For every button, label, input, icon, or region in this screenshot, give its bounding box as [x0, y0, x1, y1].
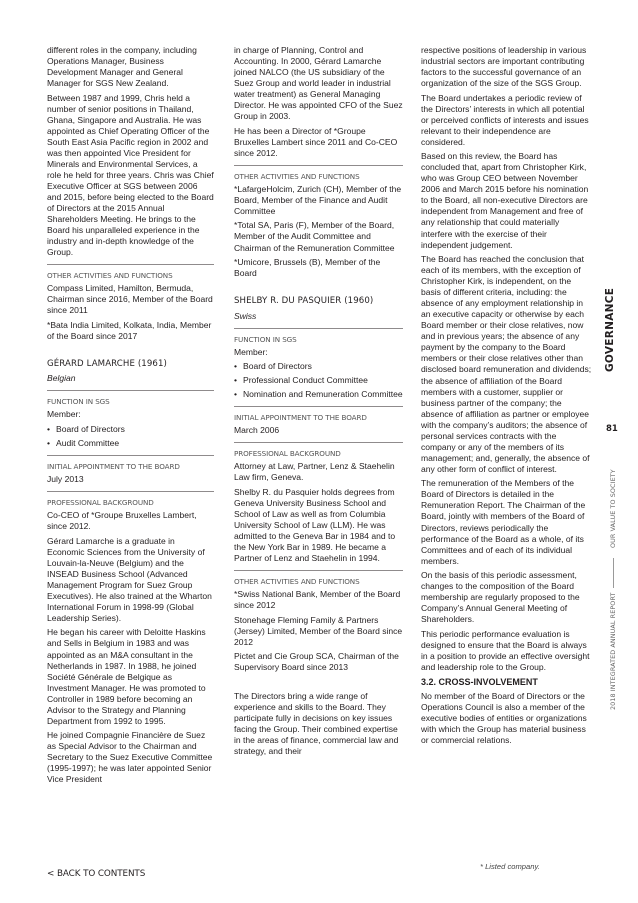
divider [47, 264, 214, 265]
section-title: 3.2. CROSS-INVOLVEMENT [421, 676, 538, 687]
section-label: OTHER ACTIVITIES AND FUNCTIONS [47, 271, 173, 281]
paragraph: No member of the Board of Directors or the Operations Council is also a member of the executive bodies of entities or organizations with which the Group has material business or commercial relations. [421, 690, 587, 746]
member-label: Member: [234, 346, 268, 357]
divider [234, 570, 403, 571]
section-tab-governance[interactable] [604, 288, 616, 372]
section-label: OTHER ACTIVITIES AND FUNCTIONS [234, 171, 360, 181]
column-2 [234, 45, 403, 760]
paragraph: The Board has reached the conclusion that each of its members, with the exception of Christopher Kirk, is independent, on the basis of different criteria, including: the absence of any employment relationship in an executive capacity or otherwise by each Board member or their close relatives, now and in previous years; the absence of any payment by the company to the Board members or their close relatives other than disclosed board remuneration and dividends; the absence of affiliation of the Board members with a customer, supplier or business partner of the company; the absence of affiliation as partner or employee with the company’s auditors; the absence of personal services contracts with the company or any of the members of its management; and, generally, the absence of any other form of conflict of interest. [421, 254, 592, 474]
governance-label: GOVERNANCE [604, 287, 616, 372]
page-number: 81 [606, 424, 618, 434]
report-label: 2018 INTEGRATED ANNUAL REPORT [609, 592, 617, 710]
paragraph: in charge of Planning, Control and Accounting. In 2000, Gérard Lamarche joined NALCO (the US subsidiary of the Suez Group and world leader in industrial water treatment) as General Managing Director. He was appointed CFO of the Suez Group in 2003. [234, 45, 403, 122]
paragraph: different roles in the company, including Operations Manager, Business Development Manager and General Manager for SGS New Zealand. [47, 45, 197, 89]
vertical-divider [613, 558, 614, 588]
director-name: SHELBY R. DU PASQUIER (1960) [234, 296, 374, 307]
paragraph: *Umicore, Brussels (B), Member of the Board [234, 256, 381, 279]
paragraph: Between 1987 and 1999, Chris held a number of senior positions in Thailand, Ghana, Singapore and Australia. He was appointed as Chief Operating Officer of the South East Asia Pacific region in 2002 and was then appointed Vice President for Minerals and Environmental Services, a role he held for three years. Chris was Chief Executive Officer at SGS between 2006 and 2015, before being elected to the Board of Directors at the 2015 Annual Shareholders Meeting. He brings to the Board his unparalleled experience in the industry and in-depth knowledge of the Group. [47, 92, 214, 258]
section-label: FUNCTION IN SGS [234, 334, 297, 344]
nationality: Swiss [234, 310, 257, 321]
section-label: PROFESSIONAL BACKGROUND [234, 449, 341, 459]
list-item: • Nomination and Remuneration Committee [234, 389, 403, 400]
paragraph: The Directors bring a wide range of experience and skills to the Board. They participate fully in decisions on key issues facing the Group. Their combined expertise in the areas of finance, commercial law and strategy, and their [234, 690, 399, 756]
paragraph: Shelby R. du Pasquier holds degrees from Geneva University Business School and School of Law as well as from Columbia University School of Law (LLM). He was admitted to the Geneva Bar in 1984 and to the New York Bar in 1989. He became a Partner of Lenz and Staehelin in 1994. [234, 486, 396, 564]
paragraph: Co-CEO of *Groupe Bruxelles Lambert, since 2012. [47, 510, 197, 532]
paragraph: *Bata India Limited, Kolkata, India, Member of the Board since 2017 [47, 319, 212, 341]
section-label: OTHER ACTIVITIES AND FUNCTIONS [234, 577, 360, 587]
divider [234, 328, 403, 329]
paragraph: respective positions of leadership in various industrial sectors are important contributing factors to the successful governance of an organization of the size of the SGS Group. [421, 45, 587, 89]
column-3 [421, 45, 592, 750]
list-item: • Board of Directors [234, 361, 403, 372]
section-label: FUNCTION IN SGS [47, 397, 110, 407]
paragraph: The Board undertakes a periodic review of the Directors’ interests in which all potential or perceived conflicts of interests and issues relevant to their independence are considered. [421, 92, 589, 147]
divider [47, 491, 214, 492]
column-1 [47, 45, 214, 789]
report-title [609, 592, 617, 710]
section-label: INITIAL APPOINTMENT TO THE BOARD [234, 413, 367, 423]
paragraph: This periodic performance evaluation is designed to ensure that the Board is always in a position to provide an effective oversight and leadership role to the Group. [421, 628, 590, 672]
paragraph: He has been a Director of *Groupe Bruxelles Lambert since 2011 and Co-CEO since 2012. [234, 125, 398, 158]
divider [47, 390, 214, 391]
paragraph: On the basis of this periodic assessment, changes to the composition of the Board membership are regularly proposed to the Company’s Annual General Meeting of Shareholders. [421, 570, 580, 625]
paragraph: Gérard Lamarche is a graduate in Economic Sciences from the University of Louvain-la-Neuve (Belgium) and the INSEAD Business School (Advanced Management Program for Suez Group Executives). He also trained at the Wharton International Forum in 1998-99 (Global Leadership Series). [47, 535, 212, 623]
paragraph: He joined Compagnie Financière de Suez as Special Advisor to the Chairman and Secretary to the Suez Executive Committee (1995-1997); he was later appointed Senior Vice President [47, 730, 213, 785]
paragraph: *Swiss National Bank, Member of the Board since 2012 [234, 589, 401, 611]
nationality: Belgian [47, 373, 76, 384]
function-list [47, 424, 214, 449]
back-to-contents-link[interactable]: < BACK TO CONTENTS [47, 869, 146, 879]
section-label: PROFESSIONAL BACKGROUND [47, 498, 154, 508]
paragraph: *Total SA, Paris (F), Member of the Board, Member of the Audit Committee and Chairman of the Remuneration Committee [234, 220, 395, 253]
footnote: * Listed company. [480, 862, 540, 871]
paragraph: The remuneration of the Members of the Board of Directors is detailed in the Remuneration Report. The Chairman of the Board, jointly with members of the Board of Directors, reviews periodically the performance of the Board as a whole, of its Committees and of each of its individual members. [421, 478, 586, 566]
section-label: INITIAL APPOINTMENT TO THE BOARD [47, 462, 180, 472]
list-item: • Audit Committee [47, 438, 214, 449]
paragraph: He began his career with Deloitte Haskins and Sells in Belgium in 1983 and was appointed as an M&A consultant in the Netherlands in 1987. In 1988, he joined Société Générale de Belgique as Investment Manager. He was promoted to Controller in 1989 before becoming an Advisor to the Strategy and Planning Department from 1992 to 1995. [47, 627, 206, 726]
divider [234, 165, 403, 166]
paragraph: *LafargeHolcim, Zurich (CH), Member of the Board, Member of the Finance and Audit Committee [234, 183, 402, 216]
paragraph: Pictet and Cie Group SCA, Chairman of the Supervisory Board since 2013 [234, 651, 399, 673]
paragraph: Based on this review, the Board has concluded that, apart from Christopher Kirk, who was Group CEO between November 2006 and March 2015 before his nomination to the Board, all non-executive Directors are independent from Management and free of any relationship that could materially interfere with the exercise of their independent judgement. [421, 151, 589, 250]
list-item: • Professional Conduct Committee [234, 375, 403, 386]
paragraph: Stonehage Fleming Family & Partners (Jersey) Limited, Member of the Board since 2012 [234, 614, 403, 647]
divider [234, 406, 403, 407]
member-label: Member: [47, 409, 81, 420]
divider [234, 442, 403, 443]
function-list [234, 361, 403, 400]
director-name: GÉRARD LAMARCHE (1961) [47, 359, 168, 370]
paragraph: Attorney at Law, Partner, Lenz & Staehelin Law firm, Geneva. [234, 461, 395, 483]
section-tab-value-to-society[interactable] [609, 469, 617, 548]
appointment-date: July 2013 [47, 474, 84, 485]
appointment-date: March 2006 [234, 425, 280, 436]
paragraph: Compass Limited, Hamilton, Bermuda, Chairman since 2016, Member of the Board since 2011 [47, 283, 213, 316]
value-label: OUR VALUE TO SOCIETY [609, 469, 617, 548]
list-item: • Board of Directors [47, 424, 214, 435]
divider [47, 455, 214, 456]
